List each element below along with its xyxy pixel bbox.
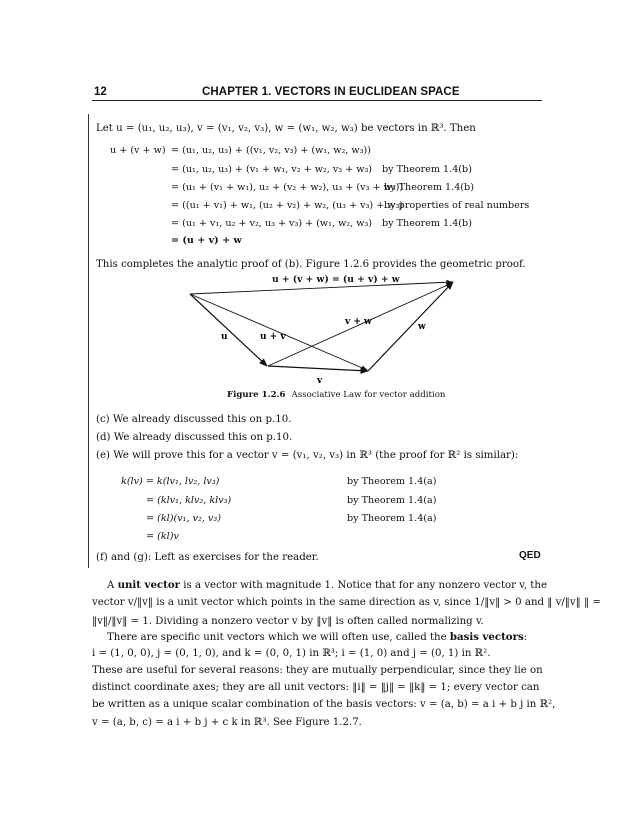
part-e: (e) We will prove this for a vector v = (v₁, v₂, v₃) in ℝ³ (the proof for ℝ² is similar): [96,450,519,461]
label-u-plus-v: u + v [260,332,286,342]
label-v: v [317,376,323,384]
eq-rhs-2: = (u₁ + (v₁ + w₁), u₂ + (v₂ + w₂), u₃ + (v₃ + w₃)) [171,182,404,193]
eq-e-reason-1: by Theorem 1.4(a) [347,495,437,506]
body-line-8: be written as a unique scalar combination of the basis vectors: v = (a, b) = a i + b j in ℝ², [92,699,556,710]
figure-caption-text: Associative Law for vector addition [291,390,446,400]
associative-law-figure [180,268,470,384]
body-line-9: v = (a, b, c) = a i + b j + c k in ℝ³. See Figure 1.2.7. [92,717,362,728]
vector-w-arrow [368,282,453,371]
body-line-2: vector v/‖v‖ is a unit vector which points in the same direction as v, since 1/‖v‖ > 0 and ‖ v/‖v‖ ‖ = [92,597,601,608]
eq-rhs-1: = (u₁, u₂, u₃) + (v₁ + w₁, v₂ + w₂, v₃ + w₃) [171,164,373,175]
page-number: 12 [94,86,107,98]
vector-u-arrow [190,294,267,366]
body-line-4-a: There are specific unit vectors which we will often use, called the [107,632,450,643]
body-line-4 [107,631,527,644]
eq-e-0: k(lv) = k(lv₁, lv₂, lv₃) [121,476,220,487]
unit-vector-term: unit vector [117,579,181,591]
eq-e-reason-0: by Theorem 1.4(a) [347,476,437,487]
eq-reason-1: by Theorem 1.4(b) [382,164,472,175]
qed-mark: QED [519,550,541,561]
label-u: u [221,332,228,342]
proof-intro: Let u = (u₁, u₂, u₃), v = (v₁, v₂, v₃), w = (w₁, w₂, w₃) be vectors in ℝ³. Then [96,123,476,134]
eq-e-1: = (klv₁, klv₂, klv₃) [146,495,232,506]
vector-sum-arrow [190,282,452,294]
body-line-1 [107,579,547,592]
label-w: w [418,322,426,332]
figure-caption-label: Figure 1.2.6 [227,390,286,400]
basis-vectors-term: basis vectors [449,631,524,643]
body-line-5: i = (1, 0, 0), j = (0, 1, 0), and k = (0, 0, 1) in ℝ³; i = (1, 0) and j = (0, 1) in ℝ². [92,648,491,659]
label-v-plus-w: v + w [345,317,372,327]
eq-reason-3: by properties of real numbers [384,200,530,211]
body-line-3: ‖v‖/‖v‖ = 1. Dividing a nonzero vector v by ‖v‖ is often called normalizing v. [92,616,484,627]
body-line-4-b: : [523,632,528,643]
eq-rhs-5: = (u + v) + w [171,235,242,246]
eq-lhs-0: u + (v + w) [110,145,166,156]
figure-top-label: u + (v + w) = (u + v) + w [272,274,400,285]
eq-e-reason-2: by Theorem 1.4(a) [347,513,437,524]
chapter-title: CHAPTER 1. VECTORS IN EUCLIDEAN SPACE [202,86,460,98]
vector-v-arrow [268,366,368,371]
proof-completes: This completes the analytic proof of (b). Figure 1.2.6 provides the geometric proof. [96,259,526,270]
page-header [92,86,542,104]
eq-rhs-3: = ((u₁ + v₁) + w₁, (u₂ + v₂) + w₂, (u₃ + v₃) + w₃) [171,200,404,211]
part-c: (c) We already discussed this on p.10. [96,414,292,425]
eq-reason-2: by Theorem 1.4(b) [384,182,474,193]
eq-rhs-4: = (u₁ + v₁, u₂ + v₂, u₃ + v₃) + (w₁, w₂, w₃) [171,218,373,229]
body-line-7: distinct coordinate axes; they are all unit vectors: ‖i‖ = ‖j‖ = ‖k‖ = 1; every vector can [92,682,540,693]
proof-bar [88,114,89,568]
part-d: (d) We already discussed this on p.10. [96,432,293,443]
body-line-6: These are useful for several reasons: they are mutually perpendicular, since they lie on [92,665,543,676]
header-rule [92,100,542,101]
body-line-1-b: is a vector with magnitude 1. Notice that for any nonzero vector v, the [180,580,547,591]
body-line-1-a: A [107,580,118,591]
eq-rhs-0: = (u₁, u₂, u₃) + ((v₁, v₂, v₃) + (w₁, w₂, w₃)) [171,145,371,156]
eq-reason-4: by Theorem 1.4(b) [382,218,472,229]
eq-e-2: = (kl)(v₁, v₂, v₃) [146,513,221,524]
eq-e-3: = (kl)v [146,531,179,542]
part-fg: (f) and (g): Left as exercises for the reader. [96,552,319,563]
figure-caption [227,390,445,400]
